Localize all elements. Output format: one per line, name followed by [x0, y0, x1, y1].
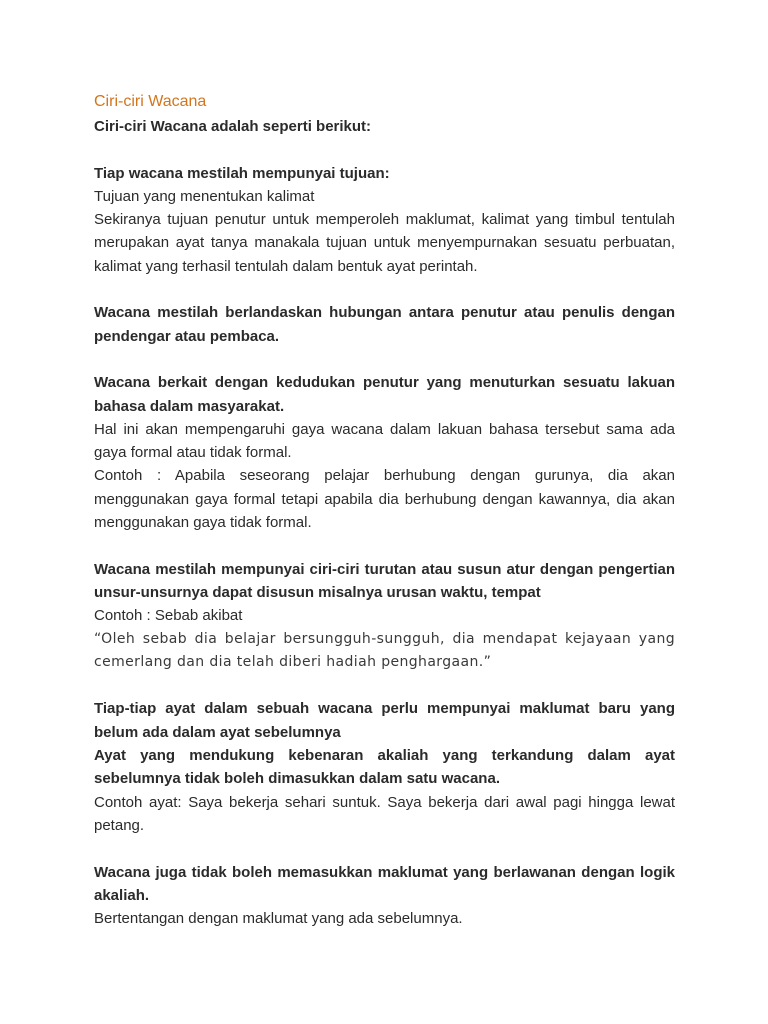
section-1-heading: Tiap wacana mestilah mempunyai tujuan: — [94, 164, 390, 182]
section-5-subheading: Ayat yang mendukung kebenaran akaliah yang terkandung dalam ayat sebelumnya tidak boleh dimasukkan dalam satu wacana. — [94, 747, 675, 788]
section-3-paragraph-2: Contoh : Apabila seseorang pelajar berhubung dengan gurunya, dia akan menggunakan gaya formal tetapi apabila dia berhubung dengan kawannya, dia akan menggunakan gaya tidak formal. — [94, 467, 675, 532]
document-title: Ciri-ciri Wacana — [94, 93, 207, 110]
spacer — [94, 138, 675, 161]
section-3-heading: Wacana berkait dengan kedudukan penutur yang menuturkan sesuatu lakuan bahasa dalam masyarakat. — [94, 374, 675, 415]
section-3-paragraph-1: Hal ini akan mempengaruhi gaya wacana dalam lakuan bahasa tersebut sama ada gaya formal atau tidak formal. — [94, 420, 675, 462]
spacer — [94, 674, 675, 697]
section-1-paragraph: Sekiranya tujuan penutur untuk memperoleh maklumat, kalimat yang timbul tentulah merupakan ayat tanya manakala tujuan untuk menyempurnakan sesuatu perbuatan, kalimat yang terhasil tentulah dalam bentuk ayat perintah. — [94, 211, 675, 275]
spacer — [94, 837, 675, 860]
section-1-line: Tujuan yang menentukan kalimat — [94, 187, 315, 205]
section-5-heading: Tiap-tiap ayat dalam sebuah wacana perlu mempunyai maklumat baru yang belum ada dalam ayat sebelumnya — [94, 700, 675, 741]
spacer — [94, 278, 675, 301]
section-4-quote: “Oleh sebab dia belajar bersungguh-sungguh, dia mendapat kejayaan yang cemerlang dan dia telah diberi hadiah penghargaan.” — [94, 630, 675, 670]
section-6-paragraph: Bertentangan dengan maklumat yang ada sebelumnya. — [94, 910, 463, 928]
document-page — [94, 90, 675, 930]
section-6-heading: Wacana juga tidak boleh memasukkan maklumat yang berlawanan dengan logik akaliah. — [94, 863, 675, 904]
section-2-heading: Wacana mestilah berlandaskan hubungan antara penutur atau penulis dengan pendengar atau pembaca. — [94, 304, 675, 345]
intro-text: Ciri-ciri Wacana adalah seperti berikut: — [94, 118, 372, 135]
section-5-paragraph: Contoh ayat: Saya bekerja sehari suntuk. Saya bekerja dari awal pagi hingga lewat petang. — [94, 793, 675, 834]
spacer — [94, 348, 675, 371]
section-4-line: Contoh : Sebab akibat — [94, 607, 243, 625]
spacer — [94, 534, 675, 557]
section-4-heading: Wacana mestilah mempunyai ciri-ciri turutan atau susun atur dengan pengertian unsur-unsurnya dapat disusun misalnya urusan waktu, tempat — [94, 560, 675, 601]
